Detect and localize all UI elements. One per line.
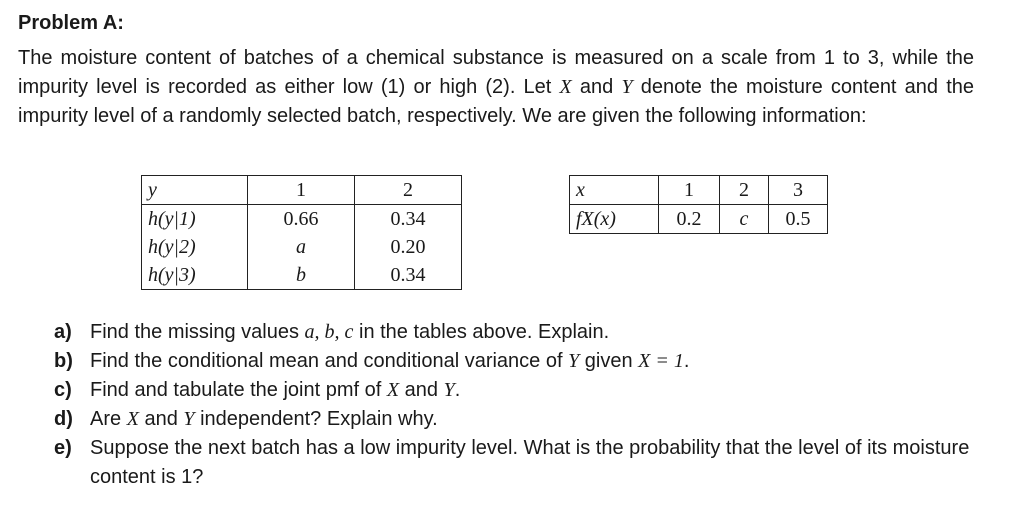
table-cell: 3 <box>769 176 828 205</box>
table-cell: 0.66 <box>248 205 355 234</box>
table-cell: 0.34 <box>355 205 462 234</box>
question-item <box>54 318 984 347</box>
question-text-part: . <box>454 379 461 401</box>
math-expr: Y <box>183 408 195 430</box>
math-expr: Y <box>568 350 580 372</box>
table-cell: 0.2 <box>659 205 720 234</box>
question-text-part: given <box>579 350 639 372</box>
table-row <box>570 205 828 234</box>
table-cell: b <box>248 261 355 290</box>
intro-text-2: and <box>571 76 622 98</box>
question-item <box>54 405 984 434</box>
question-item <box>54 376 984 405</box>
question-label: d) <box>54 408 73 430</box>
table-cell: 1 <box>659 176 720 205</box>
intro-text-1: The moisture content of batches of a chemical substance is measured on a scale from 1 to 3, while the impurity level is recorded as either low (1) or high (2). Let <box>18 47 974 98</box>
question-text-part: and <box>138 408 184 430</box>
table-cell: 2 <box>720 176 769 205</box>
question-text-part: . <box>683 350 690 372</box>
table-cell: h(y|3) <box>142 261 248 290</box>
question-label: e) <box>54 437 72 459</box>
table-header-row <box>570 176 828 205</box>
question-text-part: Find the missing values <box>90 321 305 343</box>
question-label: a) <box>54 321 72 343</box>
table-row <box>142 233 462 261</box>
intro-text-3: denote the moisture content and the impurity level of a randomly selected batch, respectively. We are given the following information: <box>18 76 974 127</box>
table-cell: h(y|1) <box>142 205 248 234</box>
question-text <box>90 434 984 492</box>
table-cell: y <box>142 176 248 205</box>
question-text-part: Are <box>90 408 127 430</box>
table-cell: c <box>720 205 769 234</box>
table-cell: fX(x) <box>570 205 659 234</box>
math-expr: X <box>126 408 139 430</box>
table-cell: a <box>248 233 355 261</box>
question-text <box>90 347 984 376</box>
conditional-pmf-table <box>141 175 462 290</box>
marginal-pmf-table <box>569 175 828 234</box>
table-cell: 2 <box>355 176 462 205</box>
table-header-row <box>142 176 462 205</box>
question-text-part: Suppose the next batch has a low impurity level. What is the probability that the level of its moisture content is 1? <box>90 437 970 488</box>
question-item <box>54 434 984 492</box>
math-expr: X = 1 <box>638 350 684 372</box>
question-text <box>90 405 984 434</box>
question-text <box>90 376 984 405</box>
table-cell: 1 <box>248 176 355 205</box>
question-item <box>54 347 984 376</box>
question-text <box>90 318 984 347</box>
var-y: Y <box>621 76 633 98</box>
question-text-part: in the tables above. Explain. <box>353 321 610 343</box>
question-text-part: Find the conditional mean and conditional variance of <box>90 350 569 372</box>
question-list <box>54 318 984 492</box>
math-expr: X <box>386 379 400 401</box>
math-expr: Y <box>443 379 455 401</box>
question-label: b) <box>54 350 73 372</box>
var-x: X <box>559 76 572 98</box>
question-text-part: and <box>399 379 444 401</box>
table-cell: x <box>570 176 659 205</box>
math-expr: a, b, c <box>304 321 354 343</box>
problem-intro <box>18 44 974 131</box>
table-cell: 0.34 <box>355 261 462 290</box>
table-row <box>142 261 462 290</box>
table-cell: 0.20 <box>355 233 462 261</box>
question-text-part: Find and tabulate the joint pmf of <box>90 379 387 401</box>
table-row <box>142 205 462 234</box>
problem-title: Problem A: <box>18 12 124 34</box>
table-cell: 0.5 <box>769 205 828 234</box>
question-label: c) <box>54 379 72 401</box>
question-text-part: independent? Explain why. <box>194 408 438 430</box>
table-cell: h(y|2) <box>142 233 248 261</box>
